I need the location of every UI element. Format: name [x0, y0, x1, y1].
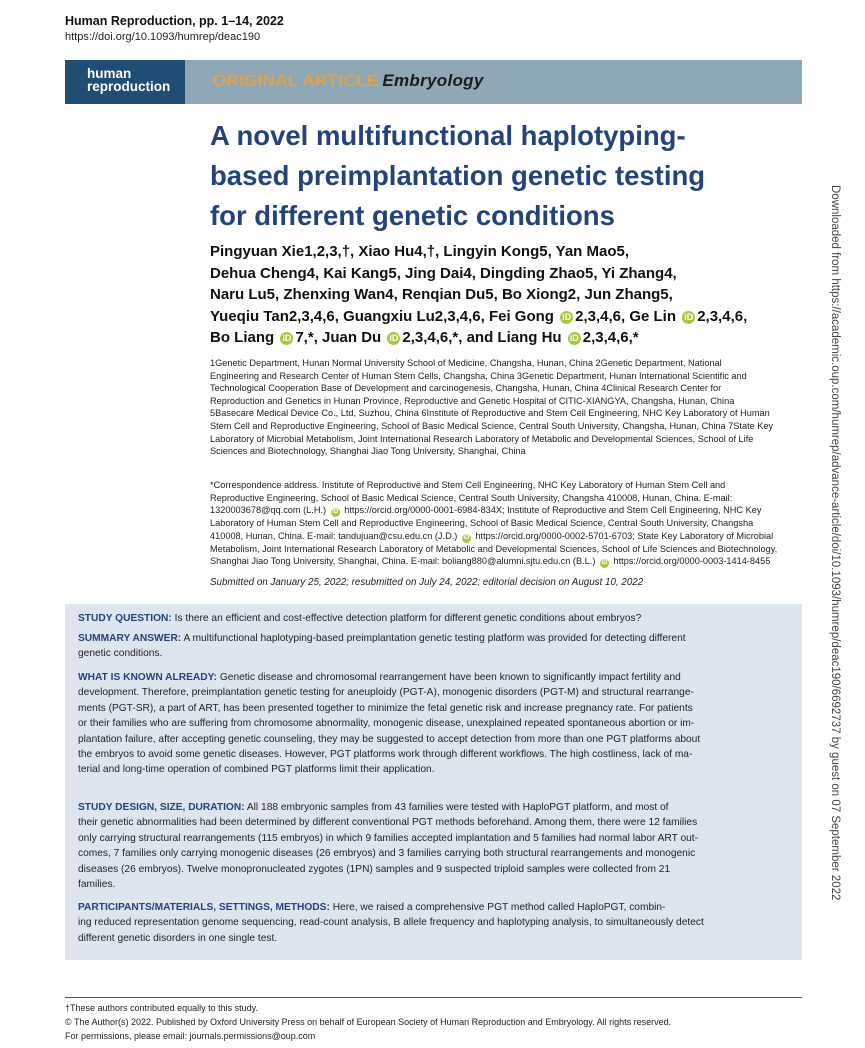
orcid-icon[interactable]: iD — [684, 311, 694, 322]
author-list — [210, 241, 810, 349]
correspondence — [210, 479, 802, 568]
article-type-label: ORIGINAL ARTICLE — [213, 71, 379, 90]
orcid-icon[interactable]: iD — [282, 333, 292, 343]
title-line: for different genetic conditions — [210, 200, 615, 231]
author-text: 2,3,4,6,* — [582, 329, 639, 346]
study-question — [78, 611, 641, 626]
abstract-text: terial and long-time operation of combined PGT platforms limit their application. — [78, 764, 435, 776]
author-text: Bo Liang — [210, 329, 275, 346]
orcid-icon[interactable]: iD — [463, 534, 470, 541]
orcid-icon[interactable]: iD — [562, 311, 572, 322]
abstract-text: Here, we raised a comprehensive PGT method called HaploPGT, combin- — [329, 902, 666, 913]
orcid-link[interactable]: https://orcid.org/0000-0001-6984-834X; Institute of Reproductive and Stem Cell Engineering, NHC Key — [344, 505, 762, 516]
affiliation-line: Stem Cell and Reproductive Engineering, School of Basic Medical Science, Central South University, Changsha, Hunan, China 7State Key — [210, 420, 774, 431]
correspondence-line: Metabolism, Joint International Research Laboratory of Metabolic and Developmental Sciences, School of Life Sciences and Biotechnology, — [210, 543, 778, 554]
abstract-heading: PARTICIPANTS/MATERIALS, SETTINGS, METHODS: — [78, 902, 330, 913]
correspondence-line — [210, 530, 802, 543]
abstract-text: families. — [78, 879, 116, 891]
affiliations — [210, 357, 802, 458]
author-line: Pingyuan Xie1,2,3,†, Xiao Hu4,†, Lingyin Kong5, Yan Mao5, — [210, 243, 630, 260]
abstract-text: All 188 embryonic samples from 43 families were tested with HaploPGT platform, and most of — [244, 802, 669, 813]
doi-link[interactable]: https://doi.org/10.1093/humrep/deac190 — [65, 31, 261, 43]
abstract-text: A multifunctional haplotyping-based preimplantation genetic testing platform was provided for detecting different — [181, 633, 686, 644]
what-is-known — [78, 670, 700, 778]
abstract-text: ing reduced representation genome sequencing, read-count analysis, B allele frequency and haplotyping analysis, to simultaneously detect — [78, 917, 704, 929]
abstract-text: ments (PGT-SR), a part of ART, has been presented together to minimize the fetal genetic risk and increase pregnancy rate. For patients — [78, 702, 693, 714]
affiliation-line: Reproduction and Genetics in Hunan Province, Reproductive and Genetic Hospital of CITIC-XIANGYA, Changsha, Hunan, China — [210, 395, 735, 406]
abstract-heading: SUMMARY ANSWER: — [78, 633, 182, 644]
affiliation-line: Technological Cooperation Base of Development and carcinogenesis, Changsha, Hunan, China 4Clinical Research Center for — [210, 383, 722, 394]
article-title — [210, 116, 800, 236]
logo-line-1: human — [87, 66, 132, 81]
participants-methods — [78, 900, 704, 946]
logo-line-2: reproduction — [87, 79, 171, 94]
download-sidebar — [829, 185, 841, 901]
abstract-heading: WHAT IS KNOWN ALREADY: — [78, 672, 218, 683]
abstract-text: only carrying structural rearrangements (115 embryos) in which 9 families accepted implantation and 5 families had normal labor ART out- — [78, 832, 699, 844]
abstract-text: different genetic disorders in one single test. — [78, 932, 278, 944]
orcid-icon[interactable]: iD — [389, 333, 399, 343]
article-type — [213, 71, 484, 91]
footnote-equal-contribution: †These authors contributed equally to this study. — [65, 1003, 258, 1013]
abstract-text: plantation failure, after accepting genetic counseling, they may be suggested to accept detection from more than one PGT platforms about — [78, 733, 701, 745]
title-line: based preimplantation genetic testing — [210, 160, 706, 191]
affiliation-line: Sciences and Biotechnology, Shanghai Jiao Tong University, Shanghai, China — [210, 446, 526, 457]
author-text: 2,3,4,6, — [697, 307, 748, 325]
orcid-icon[interactable]: iD — [332, 509, 339, 516]
affiliation-line: Laboratory of Microbial Metabolism, Joint International Research Laboratory of Metabolic and Developmental Sciences, School of Life — [210, 433, 754, 444]
author-line: Dehua Cheng4, Kai Kang5, Jing Dai4, Dingding Zhao5, Yi Zhang4, — [210, 264, 677, 282]
abstract-text: genetic conditions. — [78, 648, 163, 660]
author-line: Naru Lu5, Zhenxing Wan4, Renqian Du5, Bo Xiong2, Jun Zhang5, — [210, 286, 673, 303]
author-text: 2,3,4,6,*, and Liang Hu — [402, 329, 562, 346]
journal-logo — [65, 60, 185, 104]
article-banner — [65, 60, 802, 104]
orcid-icon[interactable]: iD — [601, 560, 608, 567]
affiliation-line: 1Genetic Department, Hunan Normal University School of Medicine, Changsha, Hunan, China 2Genetic Department, National — [210, 358, 722, 368]
abstract-text: comes, 7 families only carrying monogenic diseases (26 embryos) and 3 families carrying both structural rearrangements and monogenic — [78, 848, 696, 860]
correspondence-line: Laboratory of Human Stem Cell and Reproductive Engineering, School of Basic Medical Science, Central South University, Changsha — [210, 518, 754, 529]
correspondence-text: Shanghai Jiao Tong University, Shanghai, China. E-mail: boliang880@alumni.sjtu.edu.cn (B.L.) — [210, 556, 598, 567]
correspondence-line: *Correspondence address. Institute of Reproductive and Stem Cell Engineering, NHC Key Laboratory of Human Stem Cell and — [210, 480, 726, 490]
submission-dates: Submitted on January 25, 2022; resubmitted on July 24, 2022; editorial decision on August 10, 2022 — [210, 577, 644, 588]
download-note: Downloaded from https://academic.oup.com/humrep/advance-article/doi/10.1093/humrep/deac190/6692737 by guest on 07 September 2022 — [829, 185, 841, 901]
title-line: A novel multifunctional haplotyping- — [210, 120, 686, 151]
orcid-link[interactable]: https://orcid.org/0000-0003-1414-8455 — [613, 556, 771, 567]
author-line — [210, 327, 810, 349]
orcid-link[interactable]: https://orcid.org/0000-0002-5701-6703; State Key Laboratory of Microbial — [475, 530, 774, 541]
abstract-text: Genetic disease and chromosomal rearrangement have been known to significantly impact fertility and — [217, 672, 681, 683]
abstract-text: or their families who are suffering from chromosome abnormality, monogenic disease, unexplained repeated spontaneous abortion or im- — [78, 718, 695, 730]
author-text: 7,*, Juan Du — [295, 329, 382, 346]
correspondence-line: Reproductive Engineering, School of Basic Medical Science, Central South University, Changsha 410008, Hunan, China. E-mail: — [210, 492, 733, 503]
abstract-text: the embryos to avoid some genetic diseases. However, PGT platforms work through different workflows. The high costliness, lack of ma- — [78, 749, 693, 761]
abstract-text: diseases (26 embryos). Twelve monopronucleated zygotes (1PN) samples and 9 suspected triploid samples were collected from 21 — [78, 863, 671, 875]
affiliation-line: Engineering and Research Center of Human Stem Cells, Changsha, China 3Genetic Department, Hunan International Scientific and — [210, 370, 747, 381]
footnote-divider — [65, 997, 802, 998]
abstract-heading: STUDY DESIGN, SIZE, DURATION: — [78, 802, 245, 813]
author-text: Yueqiu Tan2,3,4,6, Guangxiu Lu2,3,4,6, Fei Gong — [210, 307, 554, 325]
abstract-text: their genetic abnormalities had been determined by different conventional PGT methods beforehand. Among them, there were 12 families — [78, 817, 698, 829]
orcid-icon[interactable]: iD — [569, 333, 579, 343]
abstract-heading: STUDY QUESTION: — [78, 613, 172, 624]
footnote-permissions: For permissions, please email: journals.permissions@oup.com — [65, 1031, 316, 1041]
author-text: 2,3,4,6, Ge Lin — [575, 307, 677, 325]
author-line — [210, 306, 810, 328]
journal-citation: Human Reproduction, pp. 1–14, 2022 — [65, 14, 284, 28]
affiliation-line: 5Basecare Medical Device Co., Ltd, Suzhou, China 6Institute of Reproductive and Stem Cell Engineering, NHC Key Laboratory of Human — [210, 408, 770, 419]
summary-answer — [78, 631, 686, 662]
correspondence-line — [210, 555, 802, 568]
correspondence-text: 410008, Hunan, China. E-mail: tandujuan@csu.edu.cn (J.D.) — [210, 530, 460, 541]
correspondence-text: 1320003678@qq.com (L.H.) — [210, 505, 329, 516]
abstract-box — [65, 604, 802, 960]
abstract-text: development. Therefore, preimplantation genetic testing for aneuploidy (PGT-A), monogenic disorders (PGT-M) and structural rearrange- — [78, 687, 694, 699]
correspondence-line — [210, 504, 802, 517]
abstract-text: Is there an efficient and cost-effective detection platform for different genetic conditions about embryos? — [171, 613, 642, 624]
study-design — [78, 800, 698, 892]
article-subject: Embryology — [382, 71, 484, 90]
footnote-copyright: © The Author(s) 2022. Published by Oxford University Press on behalf of European Society of Human Reproduction and Embryology. All rights reserved. — [65, 1017, 672, 1027]
